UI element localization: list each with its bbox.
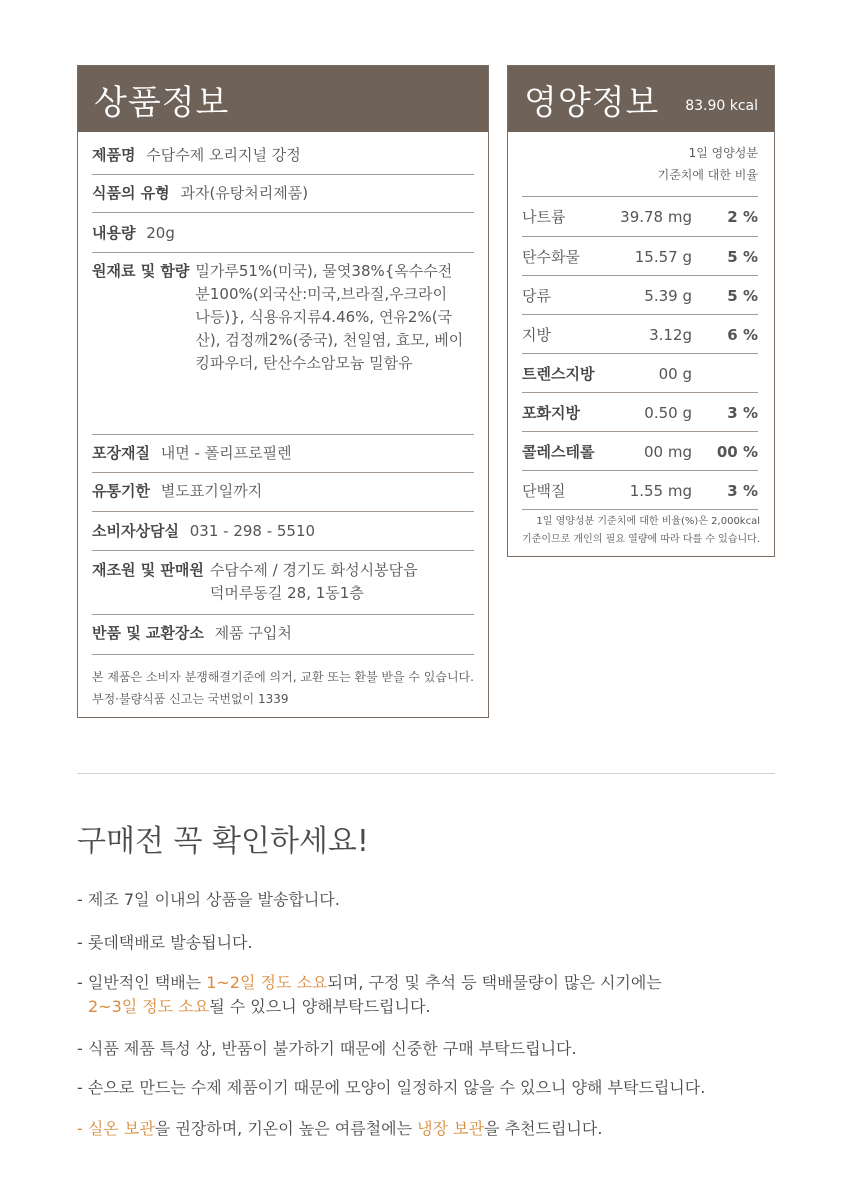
- nutrient-amount: 5.39 g: [644, 286, 692, 305]
- consumer-center-label: 소비자상담실: [92, 522, 179, 540]
- refund-notice: [92, 666, 478, 710]
- ingredients-line: 분100%(외국산:미국,브라질,우크라이: [195, 285, 448, 303]
- product-info-panel: [77, 65, 489, 718]
- returns-row: [92, 622, 474, 645]
- checklist-item: [77, 969, 662, 996]
- amount-row: [92, 222, 474, 245]
- row-divider: [92, 174, 474, 175]
- checklist-item: [77, 1115, 602, 1142]
- row-divider: [92, 614, 474, 615]
- maker-line: 수담수제 / 경기도 화성시봉담읍: [209, 561, 418, 579]
- expiry-value: 별도표기일까지: [160, 482, 263, 500]
- checklist-item: - 제조 7일 이내의 상품을 발송합니다.: [77, 890, 340, 909]
- checklist-text: 을 추천드립니다.: [484, 1119, 603, 1138]
- nutrient-row: [522, 315, 758, 354]
- packaging-value: 내면 - 폴리프로필렌: [160, 444, 292, 462]
- consumer-center-value: 031 - 298 - 5510: [189, 522, 316, 540]
- ingredients-line: 밀가루51%(미국), 물엿38%{옥수수전: [195, 262, 453, 280]
- nutrition-info-header: [508, 66, 774, 132]
- returns-value: 제품 구입처: [214, 624, 292, 642]
- highlight-text: 2~3일 정도 소요: [88, 997, 210, 1016]
- nutrient-row: [522, 354, 758, 393]
- food-type-value: 과자(유탕처리제품): [180, 184, 309, 202]
- product-name-label: 제품명: [92, 146, 136, 164]
- food-type-row: [92, 182, 474, 205]
- nutrient-percent: 3 %: [727, 403, 758, 422]
- nutrient-row: [522, 237, 758, 276]
- expiry-row: [92, 480, 474, 503]
- nutrient-row: [522, 276, 758, 315]
- notice-line: 부정·불량식품 신고는 국번없이 1339: [92, 692, 289, 706]
- ingredients-line: 나등)}, 식용유지류4.46%, 연유2%(국: [195, 308, 453, 326]
- packaging-row: [92, 442, 474, 465]
- highlight-text: 실온 보관: [87, 1119, 155, 1138]
- consumer-center-row: [92, 520, 474, 543]
- nutrient-percent: 00 %: [716, 442, 758, 461]
- nutrient-name: 지방: [522, 326, 551, 344]
- highlight-text: 냉장 보관: [417, 1119, 485, 1138]
- maker-value: [210, 559, 418, 605]
- product-name-row: [92, 144, 474, 167]
- nutrient-percent: 5 %: [727, 286, 758, 305]
- checklist-title: 구매전 꼭 확인하세요!: [77, 824, 369, 859]
- row-divider: [522, 509, 758, 510]
- nutrient-name: 나트륨: [522, 208, 566, 226]
- ingredients-row: [92, 260, 474, 375]
- checklist-item: - 식품 제품 특성 상, 반품이 불가하기 때문에 신중한 구매 부탁드립니다.: [77, 1039, 577, 1058]
- returns-label: 반품 및 교환장소: [92, 624, 204, 642]
- section-divider: [77, 773, 775, 774]
- checklist-item: - 롯데택배로 발송됩니다.: [77, 933, 253, 952]
- nutrient-percent: 5 %: [727, 247, 758, 266]
- daily-value-header-line: 기준치에 대한 비율: [657, 168, 758, 182]
- nutrient-percent: 3 %: [727, 481, 758, 500]
- row-divider: [92, 252, 474, 253]
- row-divider: [92, 434, 474, 435]
- nutrient-amount: 1.55 mg: [629, 481, 692, 500]
- nutrient-name: 당류: [522, 287, 551, 305]
- food-type-label: 식품의 유형: [92, 184, 170, 202]
- daily-value-header: [658, 142, 758, 186]
- maker-line: 덕머루동길 28, 1동1층: [209, 584, 364, 602]
- nutrient-name: 트렌스지방: [522, 365, 595, 383]
- ingredients-line: 산), 검정깨2%(중국), 천일염, 효모, 베이: [195, 331, 464, 349]
- footnote-line: 기준이므로 개인의 필요 열량에 따라 다를 수 있습니다.: [522, 534, 760, 545]
- nutrient-name: 단백질: [522, 482, 566, 500]
- packaging-label: 포장재질: [92, 444, 150, 462]
- checklist-dash: -: [77, 1119, 88, 1138]
- nutrient-name: 탄수화물: [522, 248, 580, 266]
- checklist-item: - 손으로 만드는 수제 제품이기 때문에 모양이 일정하지 않을 수 있으니 양해 부탁드립니다.: [77, 1078, 706, 1097]
- nutrient-amount: 3.12g: [649, 325, 692, 344]
- row-divider: [92, 550, 474, 551]
- product-info-header: [78, 66, 488, 132]
- nutrient-percent: 6 %: [727, 325, 758, 344]
- nutrient-amount: 00 mg: [644, 442, 692, 461]
- footnote-line: 1일 영양성분 기준치에 대한 비율(%)은 2,000kcal: [536, 516, 760, 527]
- amount-value: 20g: [146, 224, 175, 242]
- daily-value-header-line: 1일 영양성분: [688, 146, 758, 160]
- row-divider: [92, 472, 474, 473]
- checklist-text: 을 권장하며, 기온이 높은 여름철에는: [154, 1119, 418, 1138]
- nutrient-amount: 15.57 g: [634, 247, 692, 266]
- nutrient-row: [522, 393, 758, 432]
- nutrient-amount: 0.50 g: [644, 403, 692, 422]
- nutrient-row: [522, 197, 758, 236]
- product-name-value: 수담수제 오리지널 강정: [146, 146, 301, 164]
- amount-label: 내용량: [92, 224, 136, 242]
- nutrient-percent: 2 %: [727, 207, 758, 226]
- nutrient-row: [522, 432, 758, 471]
- highlight-text: 1~2일 정도 소요: [206, 973, 328, 992]
- nutrient-amount: 39.78 mg: [620, 207, 692, 226]
- maker-row: [92, 559, 474, 605]
- nutrition-info-title: 영양정보: [524, 82, 660, 123]
- nutrient-amount: 00 g: [658, 364, 692, 383]
- nutrient-name: 콜레스테롤: [522, 443, 595, 461]
- maker-label: 재조원 및 판매원: [92, 561, 204, 579]
- notice-line: 본 제품은 소비자 분쟁해결기준에 의거, 교환 또는 환불 받을 수 있습니다.: [92, 670, 474, 684]
- daily-value-footnote: [522, 513, 760, 549]
- nutrient-row: [522, 471, 758, 510]
- checklist-item-continued: [88, 993, 431, 1020]
- checklist-text: 될 수 있으니 양해부탁드립니다.: [209, 997, 431, 1016]
- nutrient-name: 포화지방: [522, 404, 580, 422]
- row-divider: [92, 511, 474, 512]
- nutrition-kcal: 83.90 kcal: [685, 98, 758, 114]
- product-info-title: 상품정보: [94, 82, 230, 123]
- ingredients-line: 킹파우더, 탄산수소암모늄 밀함유: [195, 354, 413, 372]
- nutrition-info-panel: [507, 65, 775, 557]
- row-divider: [92, 212, 474, 213]
- ingredients-label: 원재료 및 함량: [92, 262, 190, 280]
- row-divider: [92, 654, 474, 655]
- expiry-label: 유통기한: [92, 482, 150, 500]
- checklist-text: - 일반적인 택배는: [77, 973, 207, 992]
- checklist-text: 되며, 구정 및 추석 등 택배물량이 많은 시기에는: [327, 973, 662, 992]
- ingredients-value: [195, 260, 463, 375]
